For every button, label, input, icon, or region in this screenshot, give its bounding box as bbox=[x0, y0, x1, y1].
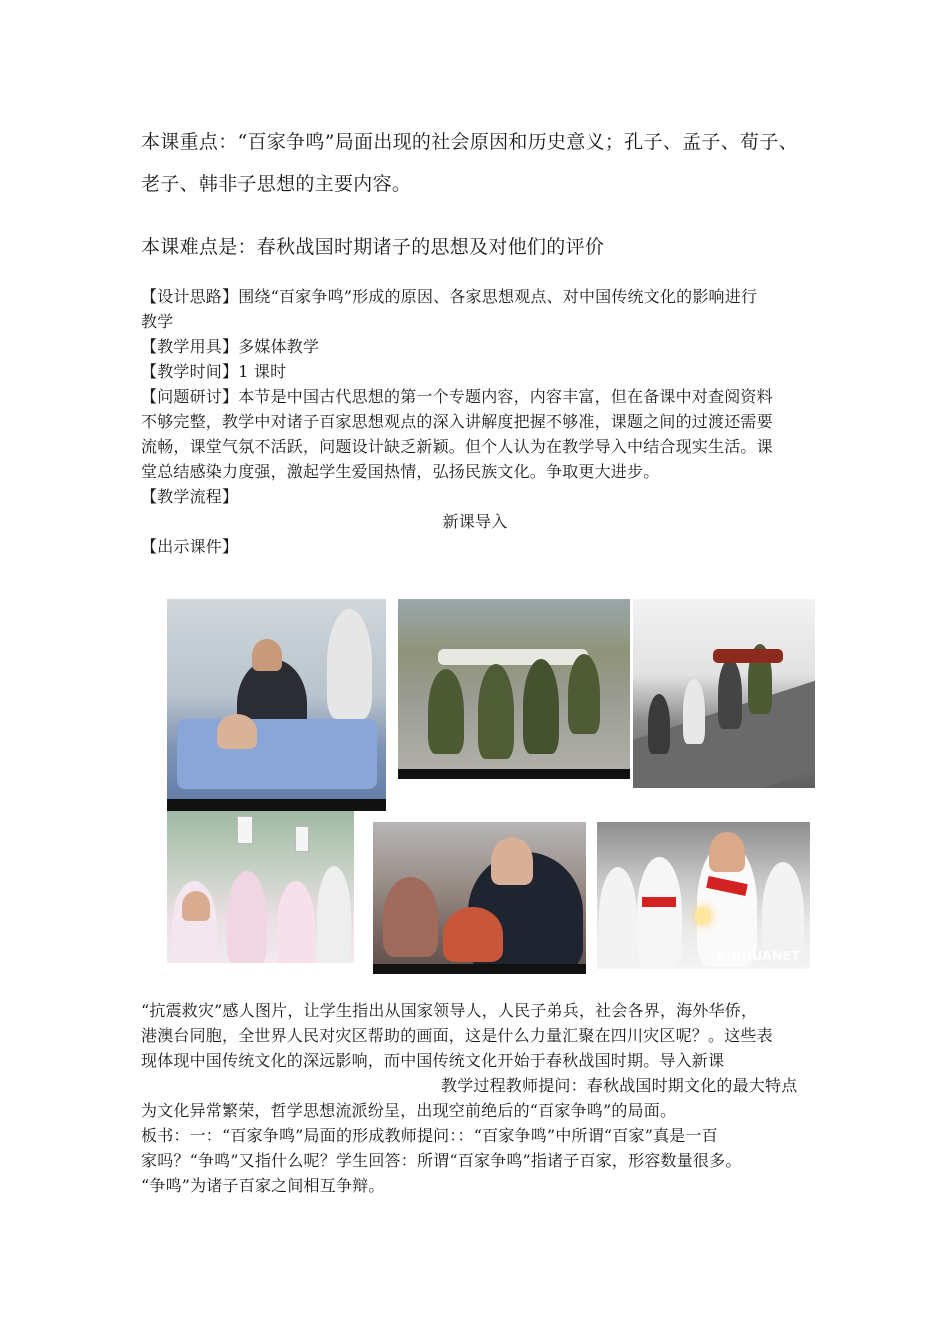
difficult-points: 本课难点是：春秋战国时期诸子的思想及对他们的评价 bbox=[141, 236, 605, 258]
design-line-1: 【设计思路】围绕“百家争鸣”形成的原因、各家思想观点、对中国传统文化的影响进行 bbox=[141, 287, 758, 306]
key-points-line-1: 本课重点：“百家争鸣”局面出现的社会原因和历史意义；孔子、孟子、荀子、 bbox=[141, 131, 798, 153]
key-points-line-2: 老子、韩非子思想的主要内容。 bbox=[141, 173, 412, 195]
teaching-time: 【教学时间】1 课时 bbox=[141, 362, 287, 381]
photo-rubble-rescue bbox=[633, 599, 815, 788]
after-line-2: 港澳台同胞，全世界人民对灾区帮助的画面，这是什么力量汇聚在四川灾区呢？。这些表 bbox=[141, 1026, 773, 1045]
after-line-7: 家吗？“争鸣”又指什么呢？学生回答：所谓“百家争鸣”指诸子百家，形容数量很多。 bbox=[141, 1151, 742, 1170]
photo-hospital-visit bbox=[167, 599, 386, 811]
design-line-2: 教学 bbox=[141, 312, 174, 331]
research-line-2: 不够完整，教学中对诸子百家思想观点的深入讲解度把握不够准，课题之间的过渡还需要 bbox=[141, 412, 773, 431]
photo-nurses bbox=[167, 811, 354, 963]
research-line-3: 流畅，课堂气氛不活跃，问题设计缺乏新颖。但个人认为在教学导入中结合现实生活。课 bbox=[141, 437, 773, 456]
after-line-3: 现体现中国传统文化的深远影响，而中国传统文化开始于春秋战国时期。导入新课 bbox=[141, 1051, 725, 1070]
after-line-4: 教学过程教师提问：春秋战国时期文化的最大特点 bbox=[441, 1076, 798, 1095]
photo-watermark: XINHUANET bbox=[716, 949, 800, 963]
after-line-5: 为文化异常繁荣，哲学思想流派纷呈，出现空前绝后的“百家争鸣”的局面。 bbox=[141, 1101, 677, 1120]
after-line-1: “抗震救灾”感人图片，让学生指出从国家领导人，人民子弟兵，社会各界，海外华侨， bbox=[141, 1001, 758, 1020]
research-line-1: 【问题研讨】本节是中国古代思想的第一个专题内容，内容丰富，但在备课中对查阅资料 bbox=[141, 387, 773, 406]
photo-police-mother bbox=[373, 822, 586, 974]
show-courseware: 【出示课件】 bbox=[141, 537, 239, 556]
intro-title: 新课导入 bbox=[442, 512, 508, 531]
after-line-6: 板书：一：“百家争鸣”局面的形成教师提问：：“百家争鸣”中所谓“百家”真是一百 bbox=[141, 1126, 718, 1145]
photo-students-candles bbox=[597, 822, 810, 969]
after-line-8: “争鸣”为诸子百家之间相互争辩。 bbox=[141, 1176, 385, 1195]
photo-soldiers-stretcher bbox=[398, 599, 630, 779]
teaching-process: 【教学流程】 bbox=[141, 487, 239, 506]
teaching-tools: 【教学用具】多媒体教学 bbox=[141, 337, 320, 356]
research-line-4: 堂总结感染力度强，激起学生爱国热情，弘扬民族文化。争取更大进步。 bbox=[141, 462, 660, 481]
